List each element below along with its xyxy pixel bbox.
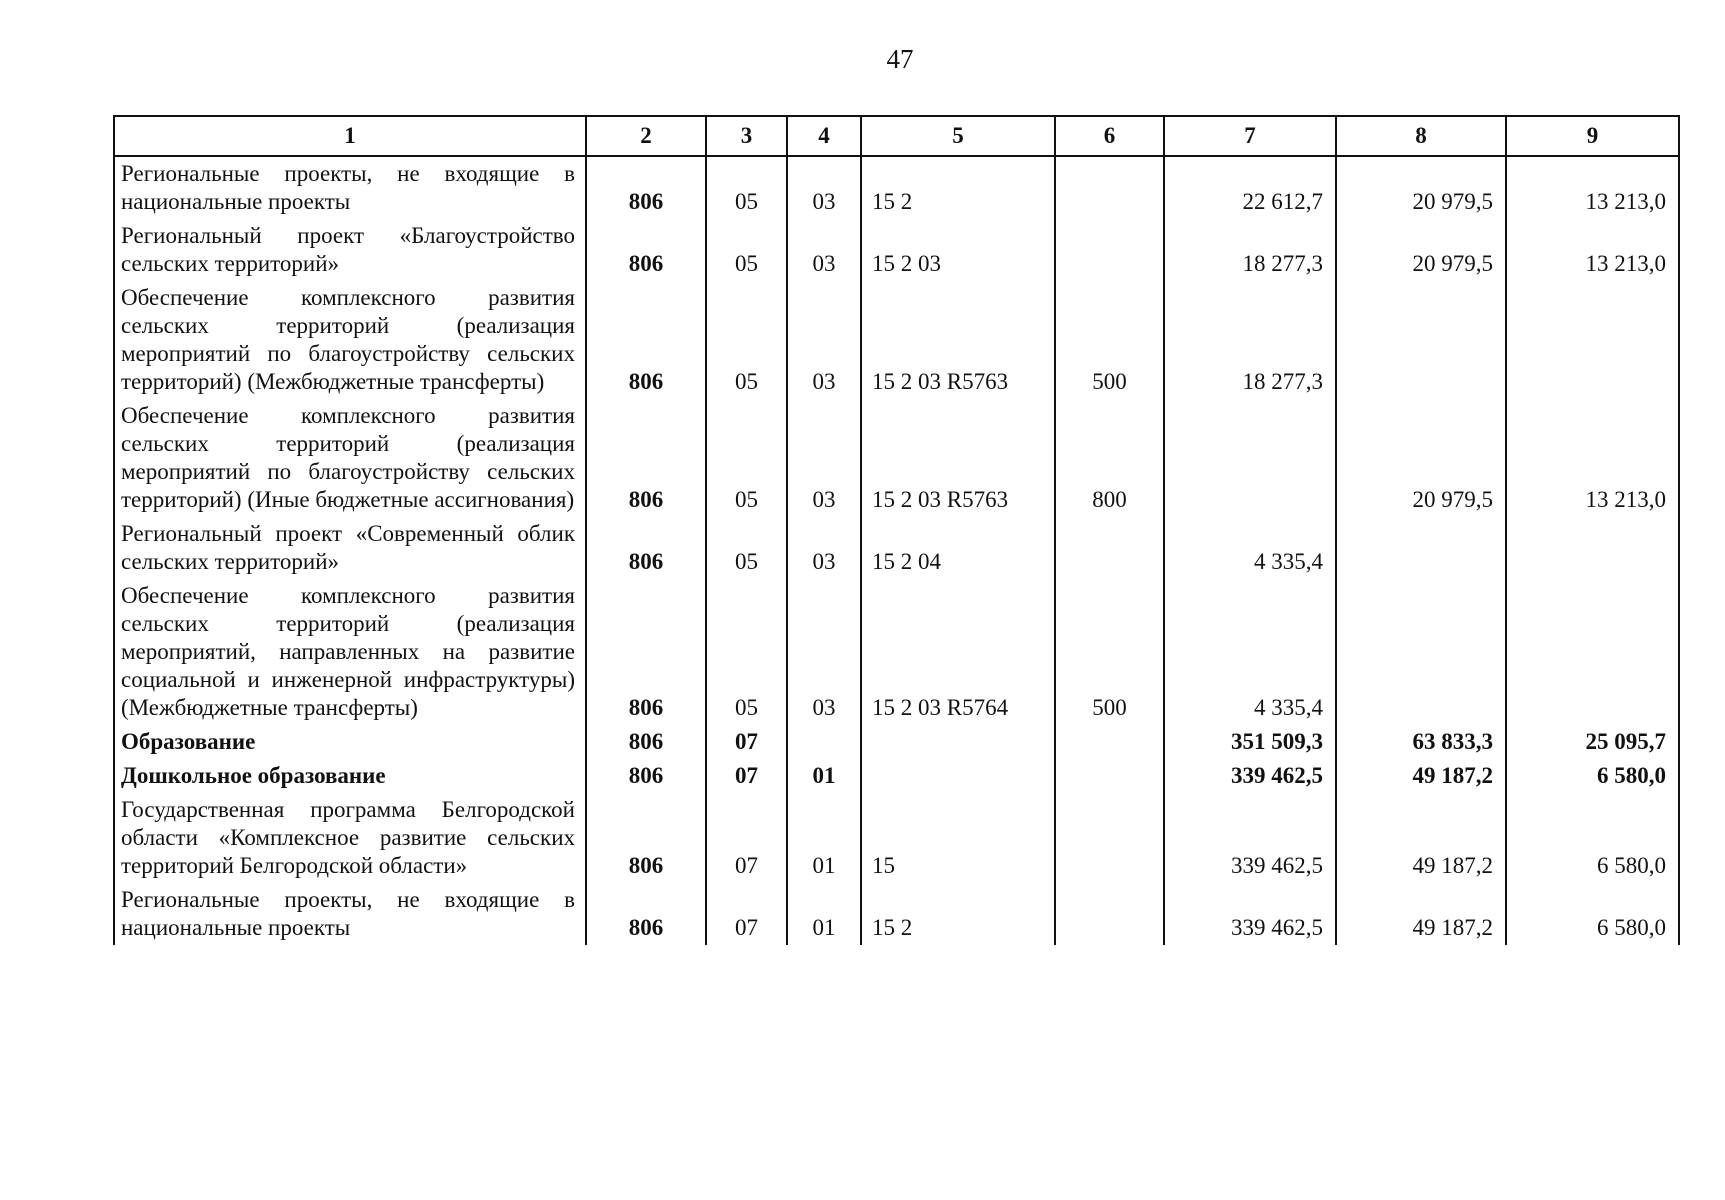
- amount-col8-cell: [1336, 579, 1506, 725]
- department-code-cell: 806: [586, 883, 706, 945]
- target-article-cell: 15 2 04: [861, 517, 1055, 579]
- target-article-cell: 15 2 03 R5764: [861, 579, 1055, 725]
- amount-col8-cell: 20 979,5: [1336, 219, 1506, 281]
- table-row: [114, 156, 1679, 219]
- header-cell: 3: [706, 116, 787, 156]
- expense-type-cell: [1055, 793, 1164, 883]
- amount-col8-cell: 49 187,2: [1336, 759, 1506, 793]
- table-row: [114, 281, 1679, 399]
- amount-col8-cell: 63 833,3: [1336, 725, 1506, 759]
- amount-col9-cell: [1506, 281, 1679, 399]
- row-name-cell: Региональные проекты, не входящие в национальные проекты: [114, 883, 586, 945]
- header-cell: 4: [787, 116, 861, 156]
- target-article-cell: 15 2 03 R5763: [861, 399, 1055, 517]
- subsection-code-cell: 01: [787, 883, 861, 945]
- expense-type-cell: [1055, 759, 1164, 793]
- target-article-cell: 15 2: [861, 883, 1055, 945]
- row-name-cell: Дошкольное образование: [114, 759, 586, 793]
- expense-type-cell: 500: [1055, 579, 1164, 725]
- subsection-code-cell: 03: [787, 219, 861, 281]
- row-name-cell: Региональный проект «Благоустройство сельских территорий»: [114, 219, 586, 281]
- target-article-cell: [861, 725, 1055, 759]
- expense-type-cell: [1055, 883, 1164, 945]
- subsection-code-cell: 03: [787, 281, 861, 399]
- subsection-code-cell: 03: [787, 517, 861, 579]
- amount-col7-cell: 351 509,3: [1164, 725, 1336, 759]
- amount-col8-cell: 20 979,5: [1336, 156, 1506, 219]
- expense-type-cell: [1055, 156, 1164, 219]
- department-code-cell: 806: [586, 399, 706, 517]
- amount-col8-cell: [1336, 517, 1506, 579]
- target-article-cell: 15 2: [861, 156, 1055, 219]
- amount-col9-cell: 6 580,0: [1506, 759, 1679, 793]
- section-code-cell: 07: [706, 793, 787, 883]
- amount-col7-cell: 339 462,5: [1164, 793, 1336, 883]
- amount-col9-cell: 25 095,7: [1506, 725, 1679, 759]
- header-cell: 5: [861, 116, 1055, 156]
- amount-col9-cell: [1506, 579, 1679, 725]
- department-code-cell: 806: [586, 579, 706, 725]
- amount-col7-cell: [1164, 399, 1336, 517]
- amount-col7-cell: 18 277,3: [1164, 219, 1336, 281]
- table-row: [114, 759, 1679, 793]
- table-row: [114, 219, 1679, 281]
- subsection-code-cell: 03: [787, 399, 861, 517]
- amount-col8-cell: 49 187,2: [1336, 793, 1506, 883]
- section-code-cell: 07: [706, 759, 787, 793]
- table-row: [114, 399, 1679, 517]
- amount-col9-cell: 13 213,0: [1506, 156, 1679, 219]
- amount-col9-cell: 13 213,0: [1506, 219, 1679, 281]
- target-article-cell: 15 2 03: [861, 219, 1055, 281]
- department-code-cell: 806: [586, 281, 706, 399]
- amount-col9-cell: 6 580,0: [1506, 793, 1679, 883]
- header-cell: 9: [1506, 116, 1679, 156]
- amount-col7-cell: 22 612,7: [1164, 156, 1336, 219]
- table-row: [114, 883, 1679, 945]
- target-article-cell: 15 2 03 R5763: [861, 281, 1055, 399]
- row-name-cell: Государственная программа Белгородской области «Комплексное развитие сельских территорий Белгородской области»: [114, 793, 586, 883]
- header-cell: 2: [586, 116, 706, 156]
- expense-type-cell: 500: [1055, 281, 1164, 399]
- header-cell: 1: [114, 116, 586, 156]
- amount-col9-cell: [1506, 517, 1679, 579]
- department-code-cell: 806: [586, 219, 706, 281]
- expense-type-cell: [1055, 517, 1164, 579]
- section-code-cell: 05: [706, 579, 787, 725]
- section-code-cell: 05: [706, 156, 787, 219]
- subsection-code-cell: 03: [787, 579, 861, 725]
- department-code-cell: 806: [586, 793, 706, 883]
- department-code-cell: 806: [586, 156, 706, 219]
- row-name-cell: Обеспечение комплексного развития сельских территорий (реализация мероприятий по благоустройству сельских территорий) (Иные бюджетные ассигнования): [114, 399, 586, 517]
- row-name-cell: Региональный проект «Современный облик сельских территорий»: [114, 517, 586, 579]
- section-code-cell: 05: [706, 399, 787, 517]
- amount-col9-cell: 6 580,0: [1506, 883, 1679, 945]
- subsection-code-cell: 03: [787, 156, 861, 219]
- section-code-cell: 07: [706, 883, 787, 945]
- page-number: 47: [886, 44, 914, 74]
- amount-col7-cell: 4 335,4: [1164, 579, 1336, 725]
- section-code-cell: 05: [706, 219, 787, 281]
- amount-col7-cell: 339 462,5: [1164, 759, 1336, 793]
- table-row: [114, 793, 1679, 883]
- header-cell: 8: [1336, 116, 1506, 156]
- subsection-code-cell: [787, 725, 861, 759]
- budget-table: [113, 115, 1680, 945]
- section-code-cell: 05: [706, 517, 787, 579]
- expense-type-cell: 800: [1055, 399, 1164, 517]
- table-row: [114, 725, 1679, 759]
- expense-type-cell: [1055, 219, 1164, 281]
- department-code-cell: 806: [586, 759, 706, 793]
- department-code-cell: 806: [586, 725, 706, 759]
- amount-col7-cell: 339 462,5: [1164, 883, 1336, 945]
- row-name-cell: Региональные проекты, не входящие в национальные проекты: [114, 156, 586, 219]
- subsection-code-cell: 01: [787, 793, 861, 883]
- target-article-cell: 15: [861, 793, 1055, 883]
- amount-col7-cell: 4 335,4: [1164, 517, 1336, 579]
- department-code-cell: 806: [586, 517, 706, 579]
- section-code-cell: 07: [706, 725, 787, 759]
- section-code-cell: 05: [706, 281, 787, 399]
- row-name-cell: Обеспечение комплексного развития сельских территорий (реализация мероприятий по благоустройству сельских территорий) (Межбюджетные трансферты): [114, 281, 586, 399]
- amount-col8-cell: 20 979,5: [1336, 399, 1506, 517]
- expense-type-cell: [1055, 725, 1164, 759]
- target-article-cell: [861, 759, 1055, 793]
- header-cell: 6: [1055, 116, 1164, 156]
- table-row: [114, 517, 1679, 579]
- row-name-cell: Образование: [114, 725, 586, 759]
- subsection-code-cell: 01: [787, 759, 861, 793]
- table-row: [114, 579, 1679, 725]
- header-cell: 7: [1164, 116, 1336, 156]
- amount-col8-cell: [1336, 281, 1506, 399]
- row-name-cell: Обеспечение комплексного развития сельских территорий (реализация мероприятий, направленных на развитие социальной и инженерной инфраструктуры) (Межбюджетные трансферты): [114, 579, 586, 725]
- amount-col9-cell: 13 213,0: [1506, 399, 1679, 517]
- header-row: [114, 116, 1679, 156]
- amount-col8-cell: 49 187,2: [1336, 883, 1506, 945]
- amount-col7-cell: 18 277,3: [1164, 281, 1336, 399]
